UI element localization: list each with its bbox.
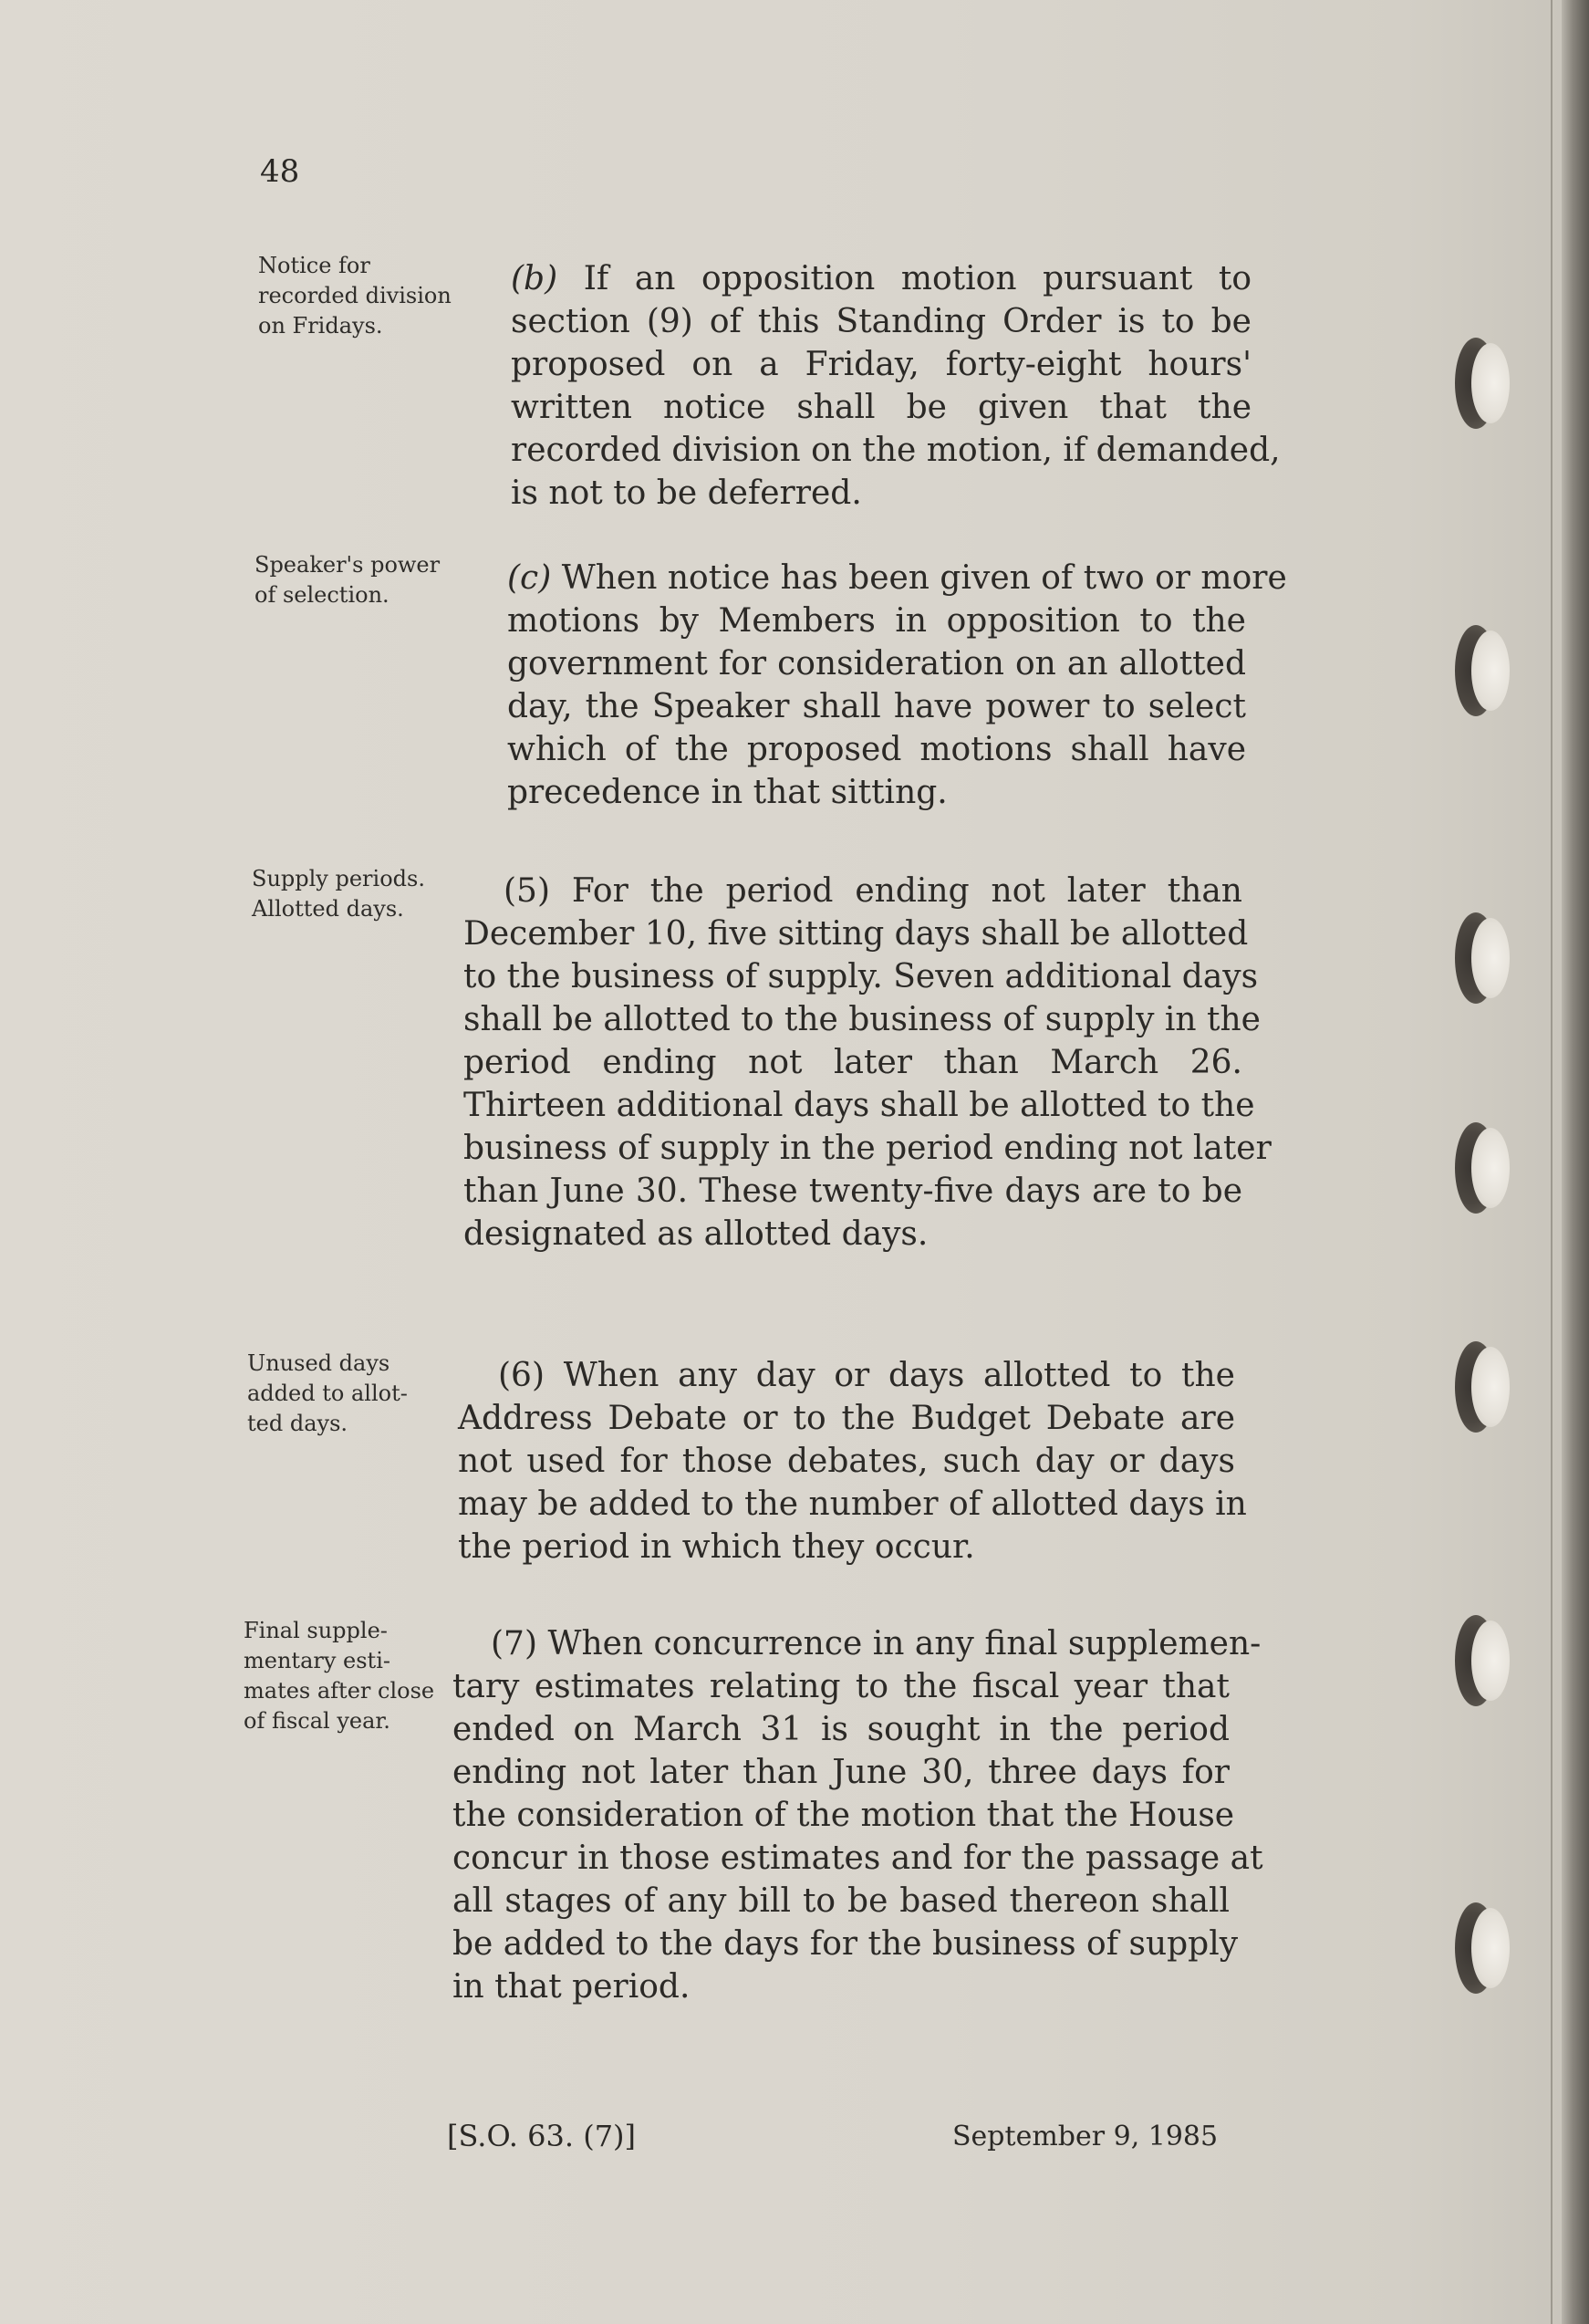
margin-note-notice-recorded-division <box>258 251 452 341</box>
page-number: 48 <box>260 153 300 190</box>
margin-note-line: Allotted days. <box>252 896 404 922</box>
paragraph-line: in that period. <box>452 1968 691 2006</box>
paragraph-line: government for consideration on an allotted <box>507 645 1246 683</box>
paragraph-line: written notice shall be given that the <box>511 389 1251 426</box>
margin-note-line: of fiscal year. <box>244 1708 390 1734</box>
paragraph-line: shall be allotted to the business of supply in the <box>463 1001 1261 1038</box>
margin-note-line: Speaker's power <box>254 552 441 578</box>
margin-note-line: on Fridays. <box>258 313 383 339</box>
paragraph-line: precedence in that sitting. <box>507 774 948 811</box>
binder-hole <box>1455 338 1510 429</box>
paragraph-line: section (9) of this Standing Order is to be <box>511 303 1251 340</box>
paragraph-line: (7) When concurrence in any final supplemen- <box>491 1625 1262 1662</box>
paragraph-5 <box>463 870 1272 1256</box>
paragraph-line: ending not later than June 30, three days for <box>452 1754 1230 1791</box>
paragraph-line: motions by Members in opposition to the <box>507 602 1246 640</box>
margin-note-line: Unused days <box>247 1350 390 1376</box>
binder-edge <box>1562 0 1589 2324</box>
paragraph-marker: (c) <box>507 559 552 597</box>
paragraph-line: December 10, five sitting days shall be allotted <box>463 915 1249 953</box>
paragraph-b <box>511 257 1281 515</box>
paragraph-line <box>511 257 1251 300</box>
margin-note-line: mates after close <box>244 1678 435 1704</box>
margin-note-speakers-power <box>254 550 440 610</box>
paragraph-c <box>507 557 1287 814</box>
paragraph-line: all stages of any bill to be based thereon shall <box>452 1882 1230 1920</box>
paragraph-line: ended on March 31 is sought in the period <box>452 1711 1230 1748</box>
binder-hole <box>1455 1341 1510 1433</box>
paragraph-line: concur in those estimates and for the passage at <box>452 1839 1263 1877</box>
paragraph-line: (6) When any day or days allotted to the <box>498 1357 1235 1394</box>
paragraph-line: Address Debate or to the Budget Debate are <box>458 1400 1235 1437</box>
paragraph-line-text: When notice has been given of two or more <box>551 559 1287 597</box>
paragraph-line: (5) For the period ending not later than <box>504 872 1242 910</box>
paragraph-line: business of supply in the period ending not later <box>463 1130 1272 1167</box>
margin-note-line: of selection. <box>254 582 389 608</box>
paragraph-line: which of the proposed motions shall have <box>507 731 1246 768</box>
paragraph-line: is not to be deferred. <box>511 474 862 512</box>
margin-note-line: Supply periods. <box>252 866 425 891</box>
margin-note-unused-days <box>247 1349 408 1439</box>
binder-hole <box>1455 1615 1510 1706</box>
paragraph-line: than June 30. These twenty-five days are to be <box>463 1172 1242 1210</box>
margin-note-line: Final supple- <box>244 1618 388 1643</box>
paragraph-line: may be added to the number of allotted days in <box>458 1485 1247 1523</box>
binder-hole <box>1455 1902 1510 1994</box>
paragraph-marker: (b) <box>511 260 558 297</box>
standing-order-reference: [S.O. 63. (7)] <box>447 2119 637 2153</box>
paragraph-line: Thirteen additional days shall be allotted to the <box>463 1087 1255 1124</box>
margin-note-line: mentary esti- <box>244 1648 390 1673</box>
paragraph-line <box>507 557 1287 599</box>
paragraph-line-text: If an opposition motion pursuant to <box>557 260 1251 297</box>
margin-note-supply-periods <box>252 864 425 924</box>
binder-hole <box>1455 625 1510 716</box>
binder-hole <box>1455 912 1510 1004</box>
margin-note-final-supplementary <box>244 1616 434 1736</box>
binder-hole <box>1455 1122 1510 1214</box>
revision-date: September 9, 1985 <box>952 2121 1219 2152</box>
paragraph-7 <box>452 1622 1263 2008</box>
paragraph-line: proposed on a Friday, forty-eight hours' <box>511 346 1251 383</box>
paragraph-line: the period in which they occur. <box>458 1528 975 1566</box>
paragraph-line: day, the Speaker shall have power to select <box>507 688 1246 725</box>
paragraph-line: to the business of supply. Seven additional days <box>463 958 1259 995</box>
page-edge-line <box>1551 0 1553 2324</box>
paragraph-line: period ending not later than March 26. <box>463 1044 1242 1081</box>
margin-note-line: added to allot- <box>247 1381 408 1406</box>
paragraph-line: the consideration of the motion that the House <box>452 1797 1235 1834</box>
paragraph-6 <box>458 1354 1247 1568</box>
paragraph-line: recorded division on the motion, if demanded, <box>511 432 1281 469</box>
margin-note-line: ted days. <box>247 1411 348 1436</box>
paragraph-line: not used for those debates, such day or days <box>458 1443 1235 1480</box>
margin-note-line: recorded division <box>258 283 452 308</box>
paragraph-line: designated as allotted days. <box>463 1215 929 1253</box>
margin-note-line: Notice for <box>258 253 370 278</box>
paragraph-line: tary estimates relating to the fiscal year that <box>452 1668 1230 1705</box>
paragraph-line: be added to the days for the business of supply <box>452 1925 1239 1963</box>
